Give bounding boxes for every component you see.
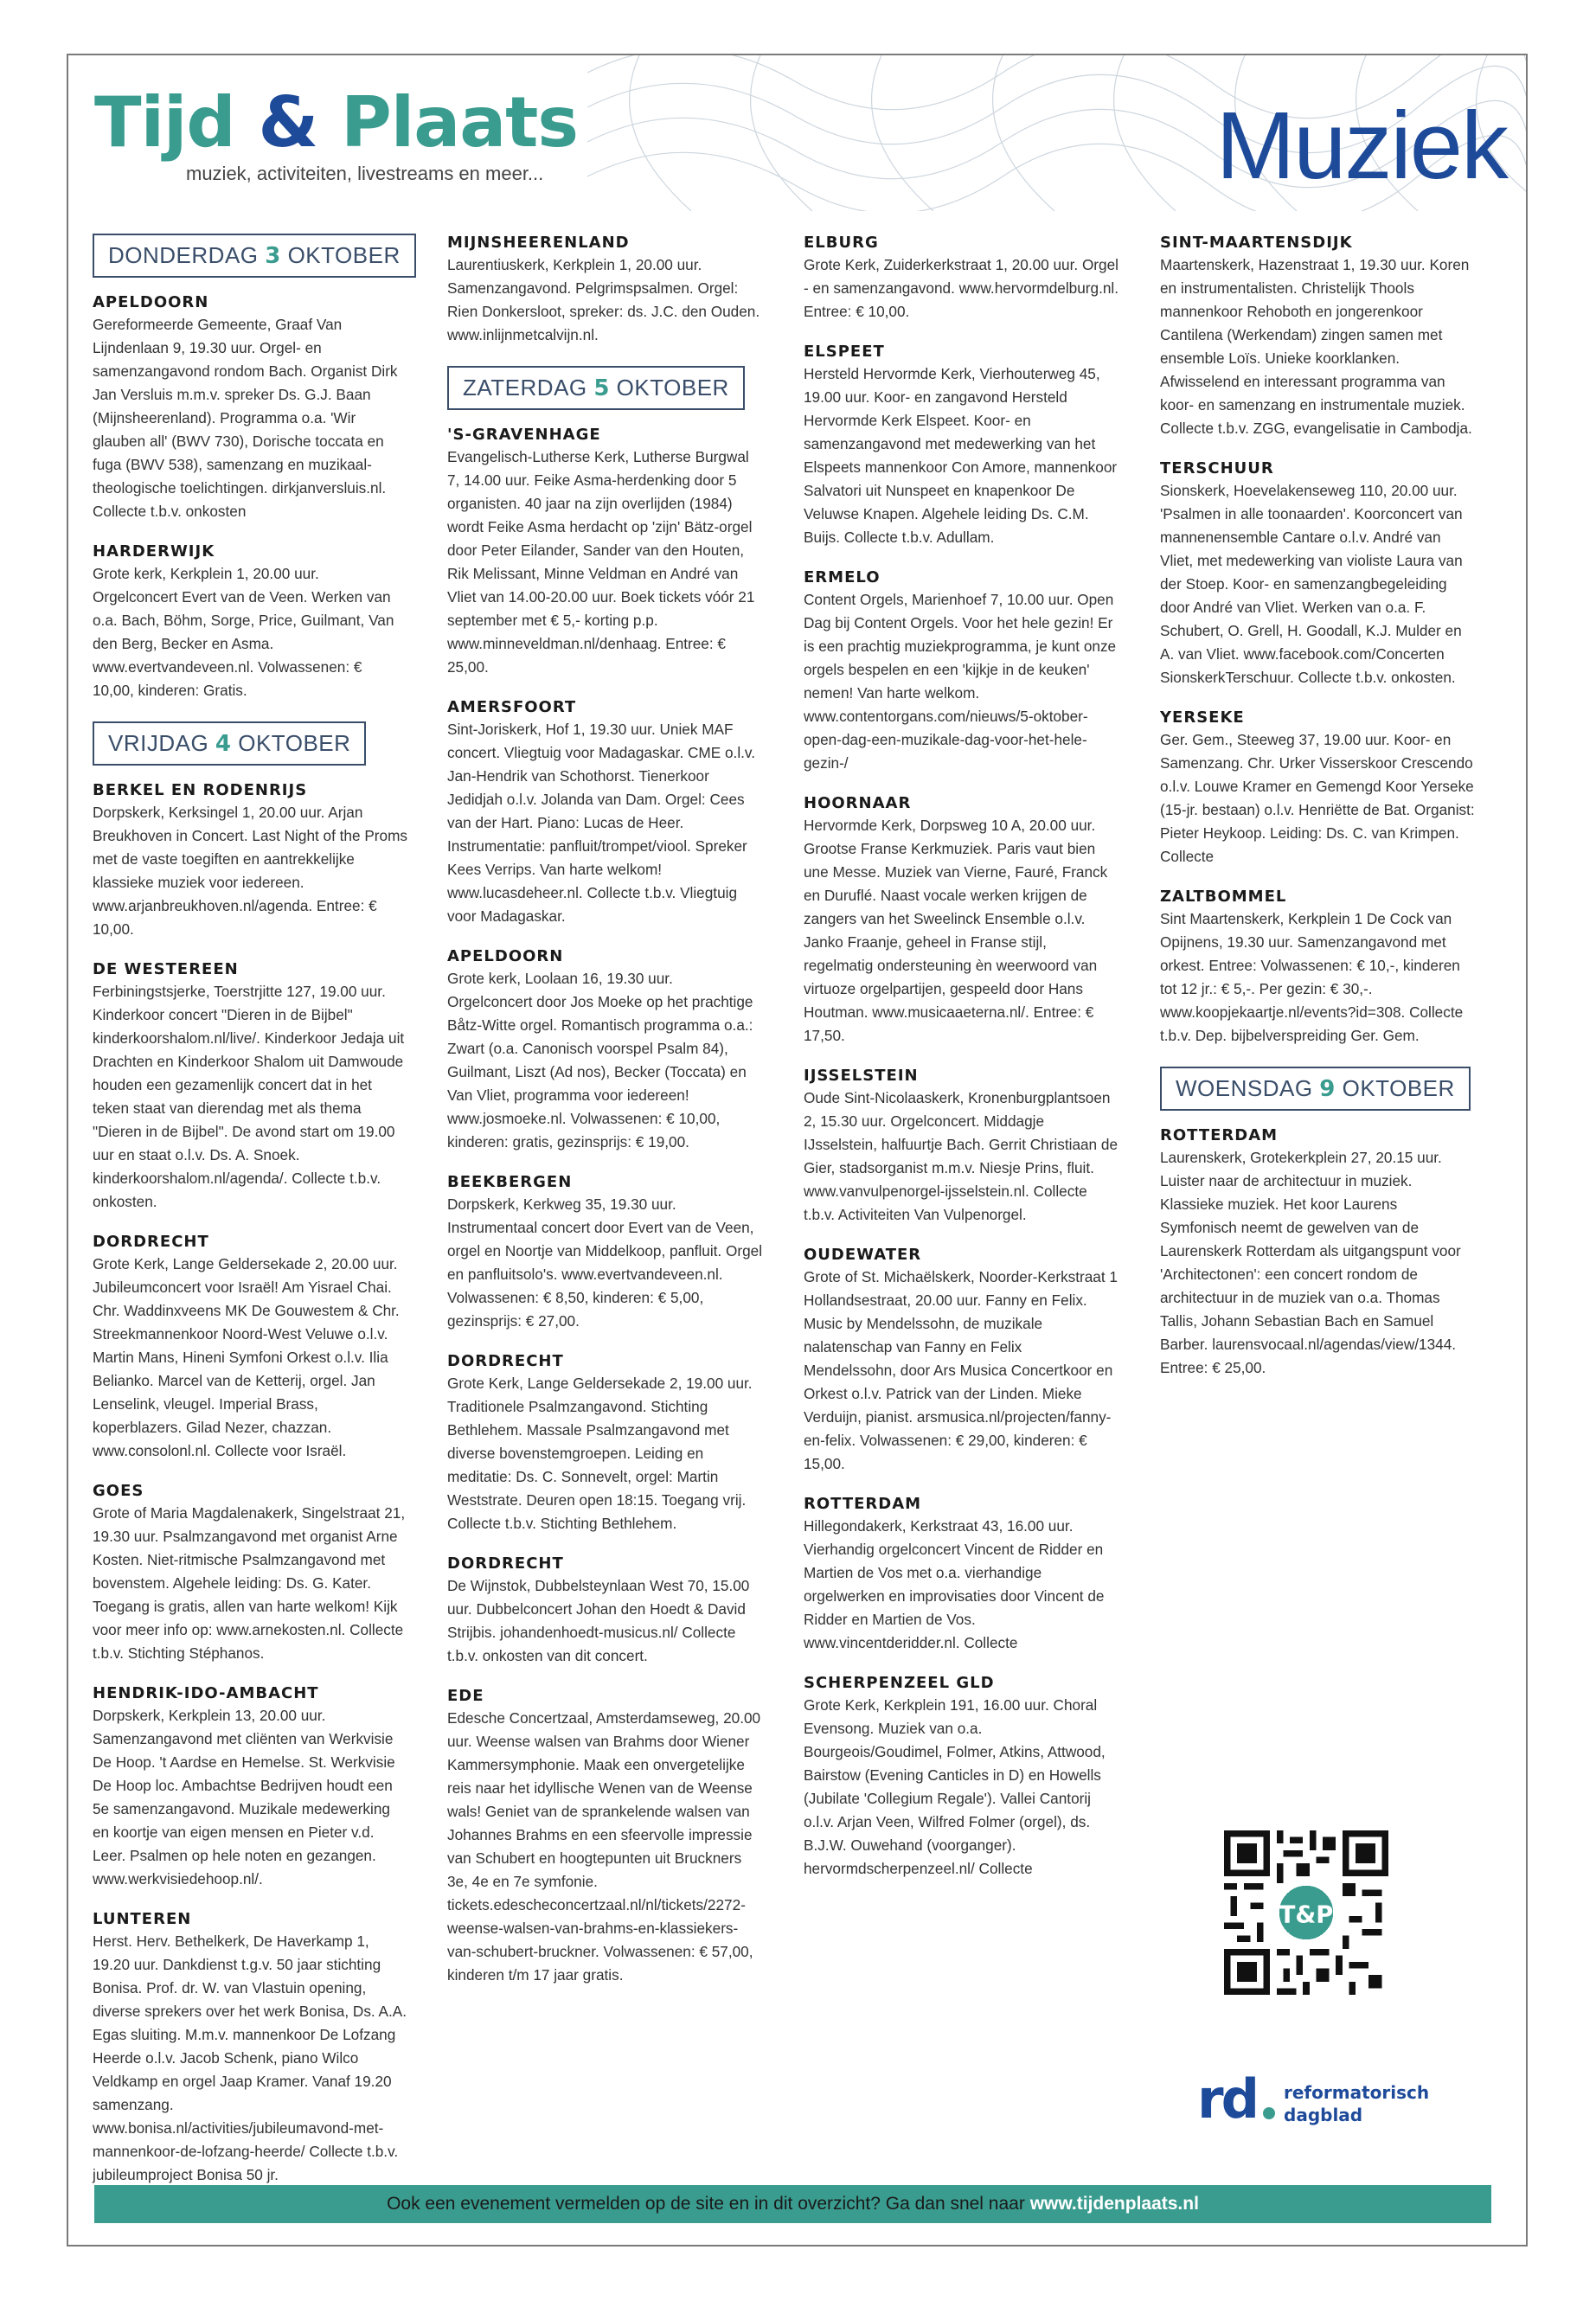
event-text: Hillegondakerk, Kerkstraat 43, 16.00 uur. Vierhandig orgelconcert Vincent de Ridder en Martien de Vos met o.a. vierhandige orgelwerken en improvisaties door Vincent de Ridder en Martien de Vos. www.vincentderidder.nl. Collecte [804, 1517, 1105, 1651]
event-gravenhage [447, 426, 762, 679]
event-place: EDE [447, 1687, 484, 1705]
event-text: Gereformeerde Gemeente, Graaf Van Lijndenlaan 9, 19.30 uur. Orgel- en samenzangavond rondom Bach. Organist Dirk Jan Versluis m.m.v. spreker Ds. G.J. Baan (Mijnsheerenland). Programma o.a. 'Wir glauben all' (BWV 730), Dorische toccata en fuga (BWV 538), samenzang en muzikaal-theologische toelichtingen. dirkjanversluis.nl. Collecte t.b.v. onkosten [93, 316, 398, 520]
event-text: Laurenskerk, Grotekerkplein 27, 20.15 uur. Luister naar de architectuur in muziek. Klassieke muziek. Het koor Laurens Symfonisch neemt de gewelven van de Laurenskerk Rotterdam als uitgangspunt voor 'Architectonen': een concert rondom de architectuur in de muziek van o.a. Thomas Tallis, Johann Sebastian Bach en Samuel Barber. laurensvocaal.nl/agendas/view/1344. Entree: € 25,00. [1160, 1149, 1461, 1376]
event-place: DORDRECHT [447, 1352, 564, 1370]
event-scherpenzeel [804, 1674, 1118, 1881]
event-place: ROTTERDAM [1160, 1126, 1279, 1144]
event-place: OUDEWATER [804, 1246, 922, 1264]
event-text: Grote Kerk, Kerkplein 191, 16.00 uur. Choral Evensong. Muziek van o.a. Bourgeois/Goudimel, Folmer, Atkins, Attwood, Bairstow (Evening Canticles in D) en Howells (Jubilate 'Collegium Regale'). Vallei Cantorij o.l.v. Arjan Veen, Wilfred Folmer (orgel), ds. B.J.W. Ouwehand (voorganger). hervormdscherpenzeel.nl/ Collecte [804, 1696, 1106, 1877]
event-sint-maartensdijk [1160, 234, 1475, 440]
event-westereen [93, 960, 407, 1214]
event-lunteren [93, 1910, 407, 2187]
event-place: SINT-MAARTENSDIJK [1160, 234, 1353, 252]
event-place: GOES [93, 1482, 144, 1500]
column-3 [804, 234, 1118, 1900]
event-text: Grote of St. Michaëlskerk, Noorder-Kerkstraat 1 Hollandsestraat, 20.00 uur. Fanny en Felix. Music by Mendelssohn, de muzikale nalatenschap van Fanny en Felix Mendelssohn, door Ars Musica Concertkoor en Orkest o.l.v. Patrick van der Linden. Mieke Verduijn, pianist. arsmusica.nl/projecten/fanny-en-felix. Volwassenen: € 29,00, kinderen: € 15,00. [804, 1268, 1118, 1472]
event-hendrik-ido-ambacht [93, 1684, 407, 1891]
event-ermelo [804, 568, 1118, 775]
event-mijnsheerenland [447, 234, 762, 347]
section-title: Muziek [1215, 93, 1507, 199]
event-text: Hervormde Kerk, Dorpsweg 10 A, 20.00 uur. Grootse Franse Kerkmuziek. Paris vaut bien une Messe. Muziek van Vierne, Fauré, Franck en Duruflé. Naast vocale werken krijgen de zangers van het Sweelinck Ensemble o.l.v. Janko Fraanje, geheel in Franse stijl, regelmatig ondersteuning èn weerwoord van virtuoze orgelpartijen, gespeeld door Hans Houtman. www.musicaaeterna.nl/. Entree: € 17,50. [804, 817, 1108, 1044]
event-text: Maartenskerk, Hazenstraat 1, 19.30 uur. Koren en instrumentalisten. Christelijk Thools mannenkoor Rehoboth en jongerenkoor Cantilena (Werkendam) zingen samen met ensemble Loïs. Unieke koorklanken. Afwisselend en interessant programma van koor- en samenzang en instrumentale muziek. Collecte t.b.v. ZGG, evangelisatie in Cambodja. [1160, 256, 1472, 437]
event-text: Sint-Joriskerk, Hof 1, 19.30 uur. Uniek MAF concert. Vliegtuig voor Madagaskar. CME o.l.v. Jan-Hendrik van Schothorst. Tienerkoor Jedidjah o.l.v. Jolanda van Dam. Orgel: Cees van der Hart. Piano: Lucas de Heer. Instrumentatie: panfluit/trompet/viool. Spreker Kees Verrips. Van harte welkom! www.lucasdeheer.nl. Collecte t.b.v. Vliegtuig voor Madagaskar. [447, 721, 756, 925]
event-text: Sint Maartenskerk, Kerkplein 1 De Cock van Opijnens, 19.30 uur. Samenzangavond met orkest. Entree: Volwassenen: € 10,-, kinderen tot 12 jr.: € 5,-. Per gezin: € 30,-. www.koopjekaartje.nl/events?id=308. Collecte t.b.v. Dep. bijbelverspreiding Ger. Gem. [1160, 910, 1464, 1044]
footer-link[interactable]: www.tijdenplaats.nl [1029, 2194, 1199, 2214]
event-place: ELSPEET [804, 343, 885, 361]
event-ijsselstein [804, 1067, 1118, 1227]
event-yerseke [1160, 708, 1475, 868]
event-text: Edesche Concertzaal, Amsterdamseweg, 20.00 uur. Weense walsen van Brahms door Wiener Kammersymphonie. Maak een onvergetelijke reis naar het idyllische Wenen van de Weense wals! Geniet van de sprankelende walsen van Johannes Brahms en een sfeervolle impressie van Schubert en hoogtepunten uit Bruckners 3e, 4e en 7e symfonie. tickets.edescheconcertzaal.nl/nl/tickets/2272-weense-walsen-van-brahms-en-klassiekers-van-schubert-bruckner. Volwassenen: € 57,00, kinderen t/m 17 jaar gratis. [447, 1709, 761, 1984]
qr-badge-text: T&P [1279, 1901, 1334, 1929]
logo-word-tijd: Tijd [94, 82, 259, 163]
tijd-en-plaats-logo [94, 82, 579, 163]
event-harderwijk [93, 542, 407, 702]
event-text: Evangelisch-Lutherse Kerk, Lutherse Burgwal 7, 14.00 uur. Feike Asma-herdenking door 5 organisten. 40 jaar na zijn overlijden (1984) wordt Feike Asma herdacht op 'zijn' Bätz-orgel door Peter Eilander, Sander van den Houten, Rik Melissant, Minne Veldman en André van Vliet van 14.00-20.00 uur. Boek tickets vóór 21 september met € 5,- korting p.p. www.minneveldman.nl/denhaag. Entree: € 25,00. [447, 448, 755, 676]
qr-code[interactable] [1224, 1830, 1388, 1995]
event-place: ZALTBOMMEL [1160, 888, 1287, 906]
event-goes [93, 1482, 407, 1665]
event-dordrecht-1 [93, 1233, 407, 1463]
event-place: BEEKBERGEN [447, 1173, 573, 1191]
event-beekbergen [447, 1173, 762, 1333]
event-text: Dorpskerk, Kerkweg 35, 19.30 uur. Instrumentaal concert door Evert van de Veen, orgel en Noortje van Middelkoop, panfluit. Orgel en panfluitsolo's. www.evertvandeveen.nl. Volwassenen: € 8,50, kinderen: € 5,00, gezinsprijs: € 27,00. [447, 1195, 763, 1330]
event-apeldoorn-2 [447, 947, 762, 1154]
event-text: Sionskerk, Hoevelakenseweg 110, 20.00 uur. 'Psalmen in alle toonaarden'. Koorconcert van mannenensemble Cantare o.l.v. André van Vliet, met medewerking van violiste Laura van der Stoep. Koor- en samenzangbegeleiding door André van Vliet. Werken van o.a. F. Schubert, O. Grell, H. Goodall, K.J. Mulder en A. van Vliet. www.facebook.com/Concerten SionskerkTerschuur. Collecte t.b.v. onkosten. [1160, 482, 1463, 686]
reformatorisch-dagblad-logo [1197, 2067, 1457, 2140]
event-place: HOORNAAR [804, 794, 912, 812]
event-zaltbommel [1160, 888, 1475, 1048]
day-header-friday: VRIJDAG 4 OKTOBER [93, 721, 366, 766]
event-text: Grote of Maria Magdalenakerk, Singelstraat 21, 19.30 uur. Psalmzangavond met organist Arne Kosten. Niet-ritmische Psalmzangavond met bovenstem. Algehele leiding: Ds. G. Kater. Toegang is gratis, allen van harte welkom! Kijk voor meer info op: www.arnekosten.nl. Collecte t.b.v. Stichting Stéphanos. [93, 1504, 406, 1662]
footer-text: Ook een evenement vermelden op de site en in dit overzicht? Ga dan snel naar [387, 2194, 1030, 2214]
event-place: ERMELO [804, 568, 881, 586]
event-place: MIJNSHEERENLAND [447, 234, 630, 252]
column-2 [447, 234, 762, 2006]
event-place: HARDERWIJK [93, 542, 215, 561]
event-place: DORDRECHT [93, 1233, 209, 1251]
event-place: LUNTEREN [93, 1910, 192, 1928]
event-text: Oude Sint-Nicolaaskerk, Kronenburgplantsoen 2, 15.30 uur. Orgelconcert. Middagje IJsselstein, halfuurtje Bach. Gerrit Christiaan de Gier, stadsorganist m.m.v. Niesje Prins, fluit. www.vanvulpenorgel-ijsselstein.nl. Collecte t.b.v. Activiteiten Van Vulpenorgel. [804, 1089, 1118, 1223]
day-header-thursday: DONDERDAG 3 OKTOBER [93, 234, 416, 278]
event-text: Grote kerk, Loolaan 16, 19.30 uur. Orgelconcert door Jos Moeke op het prachtige Båtz-Witte orgel. Romantisch programma o.a.: Zwart (o.a. Canonisch voorspel Psalm 84), Guilmant, Liszt (Ad nos), Becker (Toccata) en Van Vliet, programma voor iedereen! www.josmoeke.nl. Volwassenen: € 10,00, kinderen: gratis, gezinsprijs: € 19,00. [447, 970, 753, 1150]
event-text: Grote Kerk, Lange Geldersekade 2, 20.00 uur. Jubileumconcert voor Israël! Am Yisrael Chai. Chr. Waddinxveens MK De Gouwestem & Chr. Streekmannenkoor Noord-West Veluwe o.l.v. Martin Mans, Hineni Symfoni Orkest o.l.v. Ilia Belianko. Marcel van de Ketterij, orgel. Jan Lenselink, vleugel. Imperial Brass, koperblazers. Gilad Nezer, chazzan. www.consolonl.nl. Collecte voor Israël. [93, 1255, 400, 1459]
rd-dot [1263, 2107, 1275, 2119]
event-place: BERKEL EN RODENRIJS [93, 781, 308, 799]
event-text: Content Orgels, Marienhoef 7, 10.00 uur. Open Dag bij Content Orgels. Voor het hele gezin! Er is een prachtig muziekprogramma, je kunt onze orgels bespelen en een 'kijkje in de keuken' nemen! Van harte welkom. www.contentorgans.com/nieuws/5-oktober-open-dag-een-muzikale-dag-voor-het-hele-gezin-/ [804, 591, 1117, 772]
rd-wordmark: reformatorisch dagblad [1284, 2082, 1430, 2125]
event-text: Hersteld Hervormde Kerk, Vierhouterweg 45, 19.00 uur. Koor- en zangavond Hersteld Hervormde Kerk Elspeet. Koor- en samenzangavond met medewerking van het Elspeets mannenkoor Con Amore, mannenkoor Salvatori uit Nunspeet en knapenkoor De Veluwse Knapen. Algehele leiding Ds. C.M. Buijs. Collecte t.b.v. Adullam. [804, 365, 1118, 546]
event-place: ELBURG [804, 234, 879, 252]
event-place: IJSSELSTEIN [804, 1067, 919, 1085]
event-place: ROTTERDAM [804, 1495, 922, 1513]
event-place: APELDOORN [447, 947, 564, 965]
event-place: DE WESTEREEN [93, 960, 239, 978]
event-place: YERSEKE [1160, 708, 1245, 727]
day-header-saturday: ZATERDAG 5 OKTOBER [447, 366, 745, 410]
event-elburg [804, 234, 1118, 324]
event-text: Grote Kerk, Lange Geldersekade 2, 19.00 uur. Traditionele Psalmzangavond. Stichting Bethlehem. Massale Psalmzangavond met diverse bovenstemgroepen. Leiding en meditatie: Ds. C. Sonnevelt, orgel: Martin Weststrate. Deuren open 18:15. Toegang vrij. Collecte t.b.v. Stichting Bethlehem. [447, 1375, 753, 1532]
logo-ampersand: & [258, 82, 318, 163]
event-place: DORDRECHT [447, 1554, 564, 1573]
logo-subtitle: muziek, activiteiten, livestreams en meer... [186, 163, 544, 184]
event-place: HENDRIK-IDO-AMBACHT [93, 1684, 319, 1702]
event-text: Ger. Gem., Steeweg 37, 19.00 uur. Koor- en Samenzang. Chr. Urker Visserskoor Crescendo o.l.v. Louwe Kramer en Gemengd Koor Yerseke (15-jr. bestaan) o.l.v. Henriëtte de Bat. Organist: Pieter Heykoop. Leiding: Ds. C. van Krimpen. Collecte [1160, 731, 1475, 865]
event-ede [447, 1687, 762, 1987]
event-place: AMERSFOORT [447, 698, 577, 716]
event-text: Dorpskerk, Kerkplein 13, 20.00 uur. Samenzangavond met cliënten van Werkvisie De Hoop. 't Aardse en Hemelse. St. Werkvisie De Hoop loc. Ambachtse Bedrijven houdt een 5e samenzangavond. Muzikale medewerking en koortje van eigen mensen en Pieter v.d. Leer. Psalmen op hele noten en gezangen. www.werkvisiedehoop.nl/. [93, 1707, 395, 1888]
logo-word-plaats: Plaats [317, 82, 579, 163]
rd-mark: rd [1197, 2067, 1257, 2131]
event-rotterdam-2 [1160, 1126, 1475, 1380]
event-text: Grote kerk, Kerkplein 1, 20.00 uur. Orgelconcert Evert van de Veen. Werken van o.a. Bach, Böhm, Sorge, Price, Guilmant, Van den Berg, Becker en Asma. www.evertvandeveen.nl. Volwassenen: € 10,00, kinderen: Gratis. [93, 565, 394, 699]
event-place: 'S-GRAVENHAGE [447, 426, 601, 444]
column-1 [93, 234, 407, 2206]
event-amersfoort [447, 698, 762, 928]
event-oudewater [804, 1246, 1118, 1476]
page-frame [67, 54, 1528, 2247]
event-text: Ferbiningstsjerke, Toerstrjitte 127, 19.00 uur. Kinderkoor concert "Dieren in de Bijbel" kinderkoorshalom.nl/live/. Kinderkoor Jedaja uit Drachten en Kinderkoor Shalom uit Damwoude houden een gezamenlijk concert dat in het teken staat van dierendag met als thema "Dieren in de Bijbel". De avond start om 19.00 uur en staat o.l.v. Ds. A. Snoek. kinderkoorshalom.nl/agenda/. Collecte t.b.v. onkosten. [93, 983, 405, 1210]
event-text: Dorpskerk, Kerksingel 1, 20.00 uur. Arjan Breukhoven in Concert. Last Night of the Proms met de vaste toegiften en aantrekkelijke klassieke muziek voor iedereen. www.arjanbreukhoven.nl/agenda. Entree: € 10,00. [93, 804, 407, 938]
event-apeldoorn-1 [93, 293, 407, 523]
event-place: SCHERPENZEEL GLD [804, 1674, 995, 1692]
event-place: APELDOORN [93, 293, 209, 311]
day-header-wednesday: WOENSDAG 9 OKTOBER [1160, 1067, 1471, 1111]
event-rotterdam-1 [804, 1495, 1118, 1655]
event-text: Grote Kerk, Zuiderkerkstraat 1, 20.00 uur. Orgel - en samenzangavond. www.hervormdelburg.nl. Entree: € 10,00. [804, 256, 1118, 320]
event-dordrecht-2 [447, 1352, 762, 1535]
event-text: Laurentiuskerk, Kerkplein 1, 20.00 uur. Samenzangavond. Pelgrimspsalmen. Orgel: Rien Donkersloot, spreker: ds. J.C. den Ouden. www.inlijnmetcalvijn.nl. [447, 256, 760, 343]
event-text: Herst. Herv. Bethelkerk, De Haverkamp 1, 19.20 uur. Dankdienst t.g.v. 50 jaar stichting Bonisa. Prof. dr. W. van Vlastuin opening, diverse sprekers over het werk Bonisa, Ds. A.A. Egas sluiting. M.m.v. mannenkoor De Lofzang Heerde o.l.v. Jacob Schenk, piano Wilco Veldkamp en orgel Jaap Kramer. Vanaf 19.20 samenzang. www.bonisa.nl/activities/jubileumavond-met-mannenkoor-de-lofzang-heerde/ Collecte t.b.v. jubileumproject Bonisa 50 jr. [93, 1932, 407, 2183]
footer-banner [94, 2185, 1491, 2223]
event-place: TERSCHUUR [1160, 459, 1274, 478]
event-hoornaar [804, 794, 1118, 1048]
event-dordrecht-3 [447, 1554, 762, 1668]
event-terschuur [1160, 459, 1475, 689]
event-text: De Wijnstok, Dubbelsteynlaan West 70, 15.00 uur. Dubbelconcert Johan den Hoedt & David Strijbis. johandenhoedt-musicus.nl/ Collecte t.b.v. onkosten van dit concert. [447, 1577, 750, 1664]
column-4 [1160, 234, 1475, 1399]
event-berkel [93, 781, 407, 941]
event-elspeet [804, 343, 1118, 549]
